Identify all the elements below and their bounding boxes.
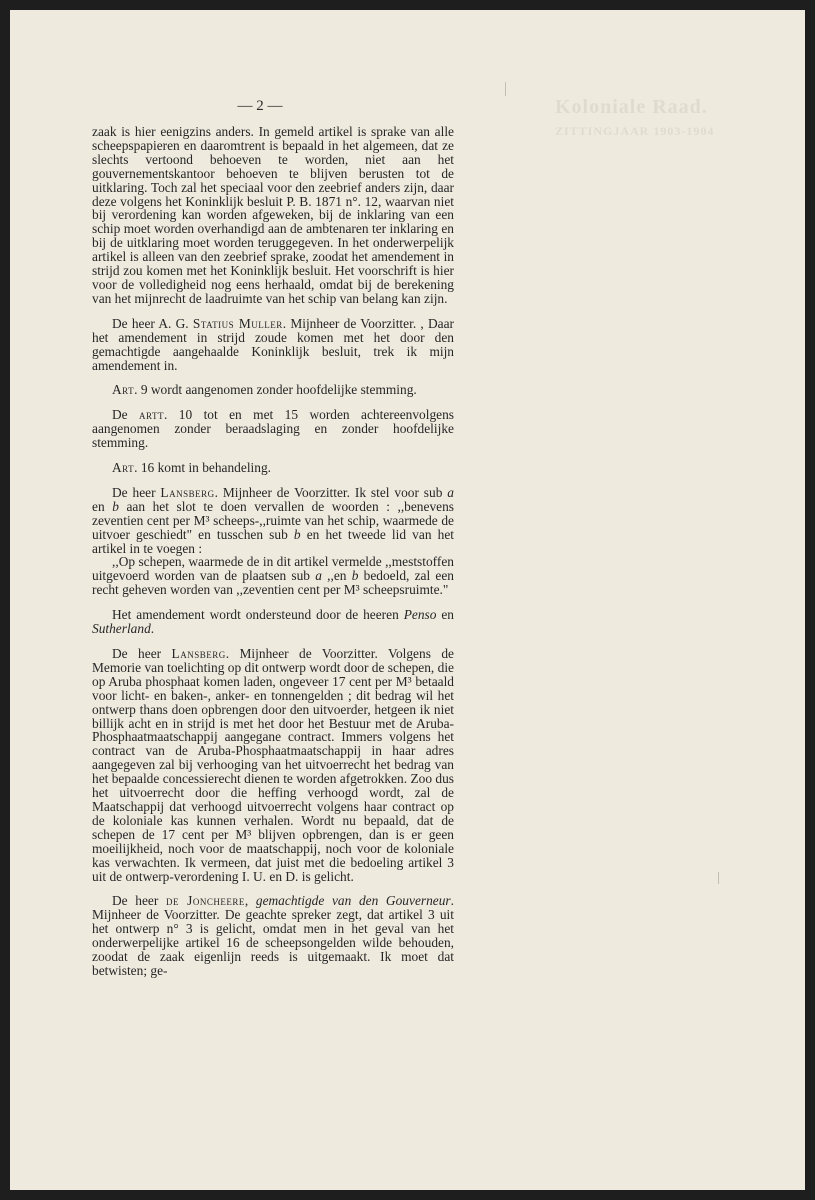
page-number: — 2 — [237, 98, 283, 114]
paragraph-8: Het amendement wordt ondersteund door de heeren Penso en Sutherland. [92, 607, 454, 637]
bleed-line-2: ZITTINGJAAR 1903-1904 [555, 124, 715, 138]
paragraph-2: De heer A. G. Statius Muller. Mijnheer de Voorzitter. , Daar het amendement in strijd zoude komen met het door den gemachtigde aangehaalde Koninklijk besluit, trek ik mijn amendement in. [92, 315, 454, 373]
bleed-line-1: Koloniale Raad. [555, 96, 708, 118]
paragraph-7: ,,Op schepen, waarmede de in dit artikel vermelde ,,meststoffen uitgevoerd worden van de plaatsen sub a ,,en b bedoeld, zal een recht geheven worden van ,,zeventien cent per M³ scheepsruimte." [92, 554, 454, 598]
body-text [92, 125, 454, 989]
speaker-name: de Joncheere [165, 893, 245, 909]
speaker-name: Lansberg [160, 484, 215, 500]
article-ref: Art [112, 382, 135, 398]
speaker-name: Lansberg [171, 646, 226, 661]
scan-mark [505, 82, 506, 96]
bleed-through-text [555, 95, 805, 155]
paragraph-3: Art. 9 wordt aangenomen zonder hoofdelijke stemming. [112, 382, 417, 398]
document-page [10, 10, 805, 1190]
speaker-name: Statius Muller [192, 315, 283, 331]
scan-mark [718, 872, 719, 884]
paragraph-10: De heer de Joncheere, gemachtigde van den Gouverneur. Mijnheer de Voorzitter. De geachte spreker zegt, dat artikel 3 uit het ontwerp n° 3 is gelicht, omdat men in het geval van het onderwerpelijke artikel 16 de scheepsongelden wilde behouden, zoodat de zaak eigenlijn reeds is uitgemaakt. Ik moet dat betwisten; ge- [92, 893, 454, 978]
paragraph-4: De artt. 10 tot en met 15 worden achtereenvolgens aangenomen zonder beraadslaging en zonder hoofdelijke stemming. [92, 407, 454, 451]
paragraph-6: De heer Lansberg. Mijnheer de Voorzitter. Ik stel voor sub a en b aan het slot te doen vervallen de woorden : ,,benevens zeventien cent per M³ scheeps-,,ruimte van het schip, waarmede de uitvoer geschiedt" en tusschen sub b en het tweede lid van het artikel in te voegen : [92, 484, 454, 556]
paragraph-1: zaak is hier eenigzins anders. In gemeld artikel is sprake van alle scheepspapieren en daaromtrent is bepaald in het algemeen, dat ze slechts vertoond behoeven te worden, niet aan het gouvernementskantoor behoeven te blijven berusten tot de uitklaring. Toch zal het speciaal voor den zeebrief anders zijn, daar deze volgens het Koninklijk besluit P. B. 1871 n°. 12, waarvan niet bij verordening kan worden afgeweken, bij de inklaring van een schip moet worden overhandigd aan de ambtenaren ter inklaring en bij de uitklaring moet worden teruggegeven. In het onderwerpelijk artikel is alleen van den zeebrief sprake, zoodat het amendement in strijd zou komen met het Koninklijk besluit. Het voorschrift is hier voor de volledigheid nog eens herhaald, omdat bij de berekening van het mijnrecht de laadruimte van het schip van belang kan zijn. [92, 124, 454, 306]
article-ref: artt [139, 407, 164, 423]
article-ref: Art [112, 460, 135, 476]
paragraph-5: Art. 16 komt in behandeling. [112, 460, 272, 476]
paragraph-9: De heer Lansberg. Mijnheer de Voorzitter. Volgens de Memorie van toelichting op dit ontwerp wordt door de schepen, die op Aruba phosphaat komen laden, ongeveer 17 cent per M³ betaald voor licht- en baken-, anker- en tonnengelden ; dit bedrag wil het ontwerp thans doen opbrengen door den uitvoerder, hetgeen ik niet billijk acht en in strijd is met het door het Bestuur met de Aruba-Phosphaatmaatschappij aangegane contract. Immers volgens het contract van de Aruba-Phosphaatmaatschappij in haar adres aangegeven zal bij verhooging van het uitvoerrecht het bedrag van het bepaalde concessierecht dienen te worden afgetrokken. Zoo dus het uitvoerrecht door die heffing verhoogd wordt, zal de Maatschappij dat verhoogd uitvoerrecht volgens haar contract op de koloniale kas kunnen verhalen. Wordt nu bepaald, dat de schepen de 17 cent per M³ blijven opbrengen, dan is er geen moeilijkheid, noch voor de maatschappij, noch voor de koloniale kas verwachten. Ik vermeen, dat juist met die bedoeling artikel 3 uit de ontwerp-verordening I. U. en D. is gelicht. [92, 646, 454, 884]
